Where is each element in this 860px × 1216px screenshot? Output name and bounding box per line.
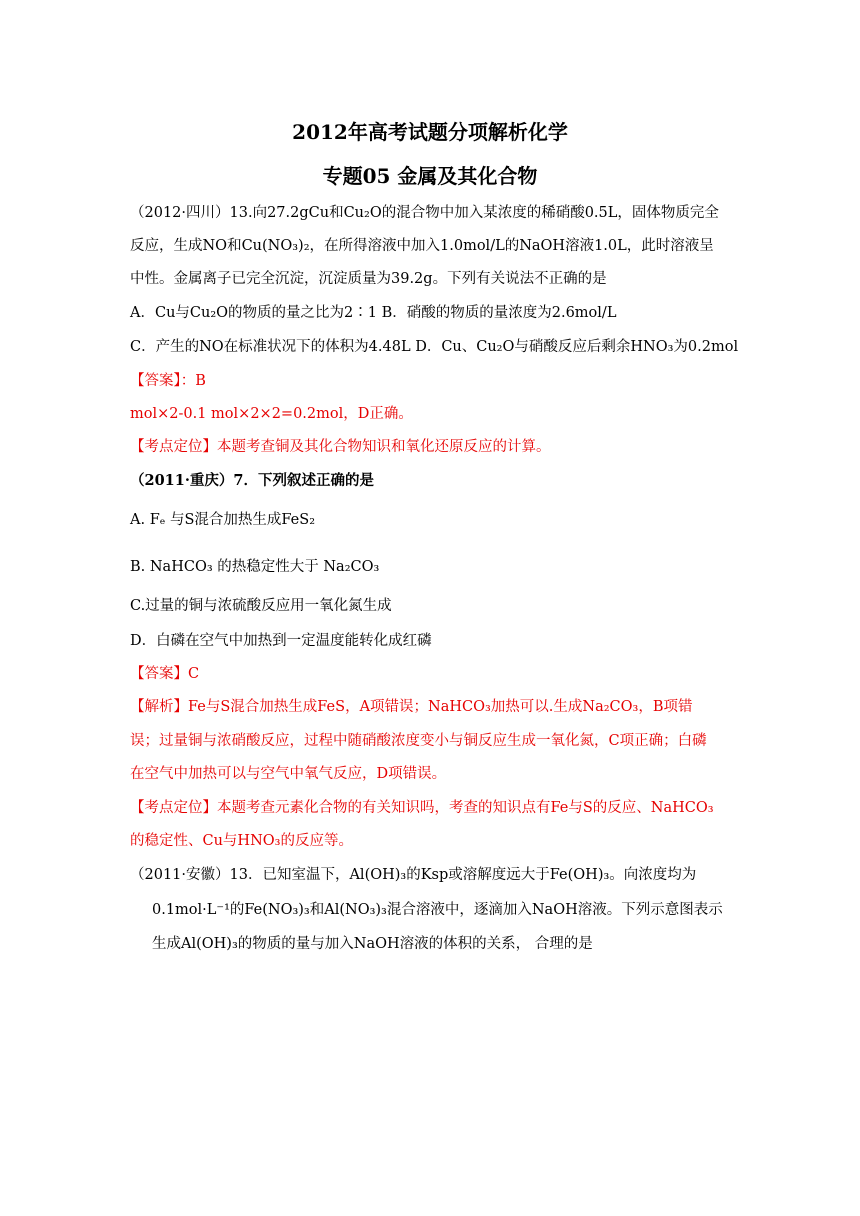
option-row: B. NaHCO₃ 的热稳定性大于 Na₂CO₃ (130, 559, 380, 575)
option-row: C.过量的铜与浓硫酸反应用一氧化氮生成 (130, 598, 392, 614)
document-title: 2012年高考试题分项解析化学 (292, 120, 568, 144)
question-text: （2011·重庆）7．下列叙述正确的是 (130, 472, 374, 489)
document-subtitle: 专题05 金属及其化合物 (322, 164, 538, 188)
question-text: 0.1mol·L⁻¹的Fe(NO₃)₃和Al(NO₃)₃混合溶液中，逐滴加入NaOH溶液。下列示意图表示 (152, 902, 723, 918)
analysis-text: 在空气中加热可以与空气中氧气反应，D项错误。 (130, 766, 447, 782)
option-row: A. Fₑ 与S混合加热生成FeS₂ (130, 512, 316, 528)
option-row: C．产生的NO在标准状况下的体积为4.48L D．Cu、Cu₂O与硝酸反应后剩余HNO₃为0.2mol (130, 339, 739, 355)
question-text: （2012·四川）13.向27.2gCu和Cu₂O的混合物中加入某浓度的稀硝酸0.5L，固体物质完全 (130, 205, 719, 221)
key-point: 【考点定位】本题考查铜及其化合物知识和氧化还原反应的计算。 (130, 439, 551, 455)
question-text: 中性。金属离子已完全沉淀，沉淀质量为39.2g。下列有关说法不正确的是 (130, 271, 607, 287)
question-text: 生成Al(OH)₃的物质的量与加入NaOH溶液的体积的关系， 合理的是 (152, 936, 593, 952)
question-text: （2011·安徽）13．已知室温下，Al(OH)₃的Ksp或溶解度远大于Fe(OH)₃。向浓度均为 (130, 867, 697, 883)
answer-text: mol×2-0.1 mol×2×2=0.2mol，D正确。 (130, 406, 413, 422)
option-row: A．Cu与Cu₂O的物质的量之比为2∶1 B．硝酸的物质的量浓度为2.6mol/L (130, 305, 617, 321)
analysis-text: 误；过量铜与浓硝酸反应，过程中随硝酸浓度变小与铜反应生成一氧化氮，C项正确；白磷 (130, 733, 707, 749)
question-text: 反应，生成NO和Cu(NO₃)₂，在所得溶液中加入1.0mol/L的NaOH溶液1.0L，此时溶液呈 (130, 238, 714, 254)
key-point: 的稳定性、Cu与HNO₃的反应等。 (130, 833, 353, 849)
answer-label: 【答案】C (130, 666, 200, 682)
key-point: 【考点定位】本题考查元素化合物的有关知识吗，考查的知识点有Fe与S的反应、NaHCO₃ (130, 800, 714, 816)
analysis-text: 【解析】Fe与S混合加热生成FeS，A项错误；NaHCO₃加热可以.生成Na₂CO₃，B项错 (130, 699, 693, 715)
answer-label: 【答案】：B (130, 373, 206, 389)
option-row: D．白磷在空气中加热到一定温度能转化成红磷 (130, 633, 432, 649)
